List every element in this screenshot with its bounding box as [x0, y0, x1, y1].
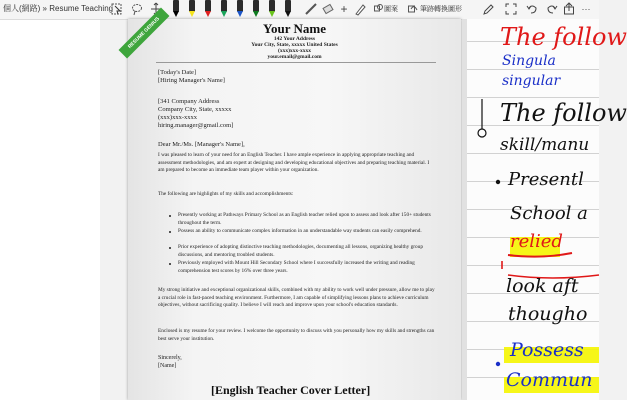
shapes-icon[interactable] [374, 2, 383, 17]
add-pen-button[interactable]: + [340, 2, 348, 16]
handwritten-note: Possess [510, 339, 584, 361]
handwritten-note: The follow [500, 23, 627, 51]
bullet-dot [169, 247, 171, 249]
pen-red[interactable] [204, 0, 212, 18]
paragraph-skills: My strong initiative and exceptional organizational skills, combined with my ability to work well under pressure, allow me to play a crucial role in fast-paced teaching environment. Furthermore, I am capable of simplifying lessons plans to achieve curriculum objectives, without sacrificing quality. I believe I will reach and improve upon your school's education standards. [158, 287, 435, 309]
paragraph-closing: Enclosed is my resume for your review. I welcome the opportunity to discuss with you personally how my skills and strengths can best serve your institution. [158, 328, 435, 342]
address-line: your.email@gmail.com [267, 54, 322, 60]
document-title-caption: [English Teacher Cover Letter] [211, 383, 371, 397]
redo-icon[interactable] [546, 2, 558, 17]
header-divider [156, 62, 436, 63]
bullet-dot [169, 231, 171, 233]
address-line: (xxx)xxx-xxxx [278, 48, 311, 54]
ink-stroke [478, 129, 486, 137]
bullet-item: Presently working at Pathways Primary School as an English teacher relied upon to assess and look after 150+ students throughout the term. [178, 212, 431, 226]
paragraph-intro: I was pleased to learn of your need for an English Teacher. I have ample experience in applying appropriate teaching and assessment methodologies, and am expert at designing and developing educational objectives and preparing teaching material. I am prepared to become an immediate team player within your organization. [158, 152, 430, 174]
bullet-dot [169, 263, 171, 265]
ink-to-shape-icon[interactable] [408, 2, 418, 17]
pen-green[interactable] [220, 0, 228, 18]
address-line: 142 Your Address [273, 36, 316, 42]
fullscreen-icon[interactable] [505, 2, 517, 17]
company-line: Company City, State, xxxxx [158, 106, 232, 113]
pen-lime[interactable] [268, 0, 276, 18]
ink-bullet [496, 180, 500, 184]
undo-icon[interactable] [526, 2, 538, 17]
handwritten-note: skill/manu [500, 135, 590, 155]
bullet-item: Possess an ability to communicate complex information in an understandable way students can easily comprehend. [178, 228, 422, 234]
toolbar [0, 0, 599, 20]
handwritten-note: Presentl [508, 169, 584, 190]
handwritten-note: look aft [506, 275, 579, 297]
bullet-item: Prior experience of adopting distinctive teaching methodologies, documenting all lessons, organizing healthy group discussions, and mentoring troubled students. [178, 244, 423, 258]
handwritten-note: The follow [500, 99, 627, 127]
ink-bullet [496, 362, 500, 366]
handwritten-note: Singula [502, 53, 556, 69]
eraser-icon[interactable] [322, 2, 334, 17]
pen-darkgreen[interactable] [252, 0, 260, 18]
resume-genius-ribbon: RESUME GENIUS [119, 8, 170, 59]
cover-letter-page [127, 16, 461, 400]
pen-black[interactable] [172, 0, 180, 18]
signature-line: [Name] [158, 363, 177, 369]
ruler-icon[interactable] [305, 2, 317, 17]
panel-divider-scrollbar[interactable] [462, 19, 467, 400]
breadcrumb[interactable]: 個人(網路) » Resume Teaching [3, 4, 114, 13]
share-icon[interactable] [563, 2, 575, 17]
handwritten-note: School a [510, 203, 588, 224]
manager-line: [Hiring Manager's Name] [158, 77, 225, 84]
handwritten-note: singular [502, 73, 561, 89]
handwritten-note: relied [510, 231, 563, 252]
left-canvas-area [0, 20, 100, 400]
paragraph-highlights: The following are highlights of my skills and accomplishments: [158, 191, 294, 197]
address-line: Your City, State, xxxxx United States [251, 42, 338, 48]
salutation: Dear Mr./Ms. [Manager's Name], [158, 141, 245, 148]
select-icon[interactable] [111, 2, 123, 17]
pen-yellow[interactable] [188, 0, 196, 18]
pen-black-2[interactable] [284, 0, 292, 18]
more-options-icon[interactable]: ··· [581, 4, 591, 14]
insert-shape-label[interactable]: 圖案 [384, 6, 398, 13]
company-line: (xxx)xxx-xxxx [158, 114, 197, 121]
handwritten-notes-panel[interactable] [462, 19, 627, 400]
edit-icon[interactable] [482, 2, 494, 17]
applicant-name: Your Name [263, 21, 326, 36]
closing-line: Sincerely, [158, 355, 182, 361]
pen-blue[interactable] [236, 0, 244, 18]
bullet-dot [169, 215, 171, 217]
company-line: [341 Company Address [158, 98, 220, 105]
date-line: [Today's Date] [158, 69, 197, 76]
handwritten-note: thougho [508, 303, 588, 325]
lasso-icon[interactable] [131, 2, 143, 17]
handwritten-note: Commun [506, 369, 593, 391]
company-line: hiring.manager@gmail.com] [158, 122, 234, 129]
ink-to-shape-label[interactable]: 筆跡轉換圖形 [420, 6, 462, 13]
bullet-item: Previously employed with Mount Hill Secondary School where I successfully increased the writing and reading comprehension test scores by 16% over three years. [178, 260, 415, 274]
shape-pen-icon[interactable] [354, 2, 366, 17]
